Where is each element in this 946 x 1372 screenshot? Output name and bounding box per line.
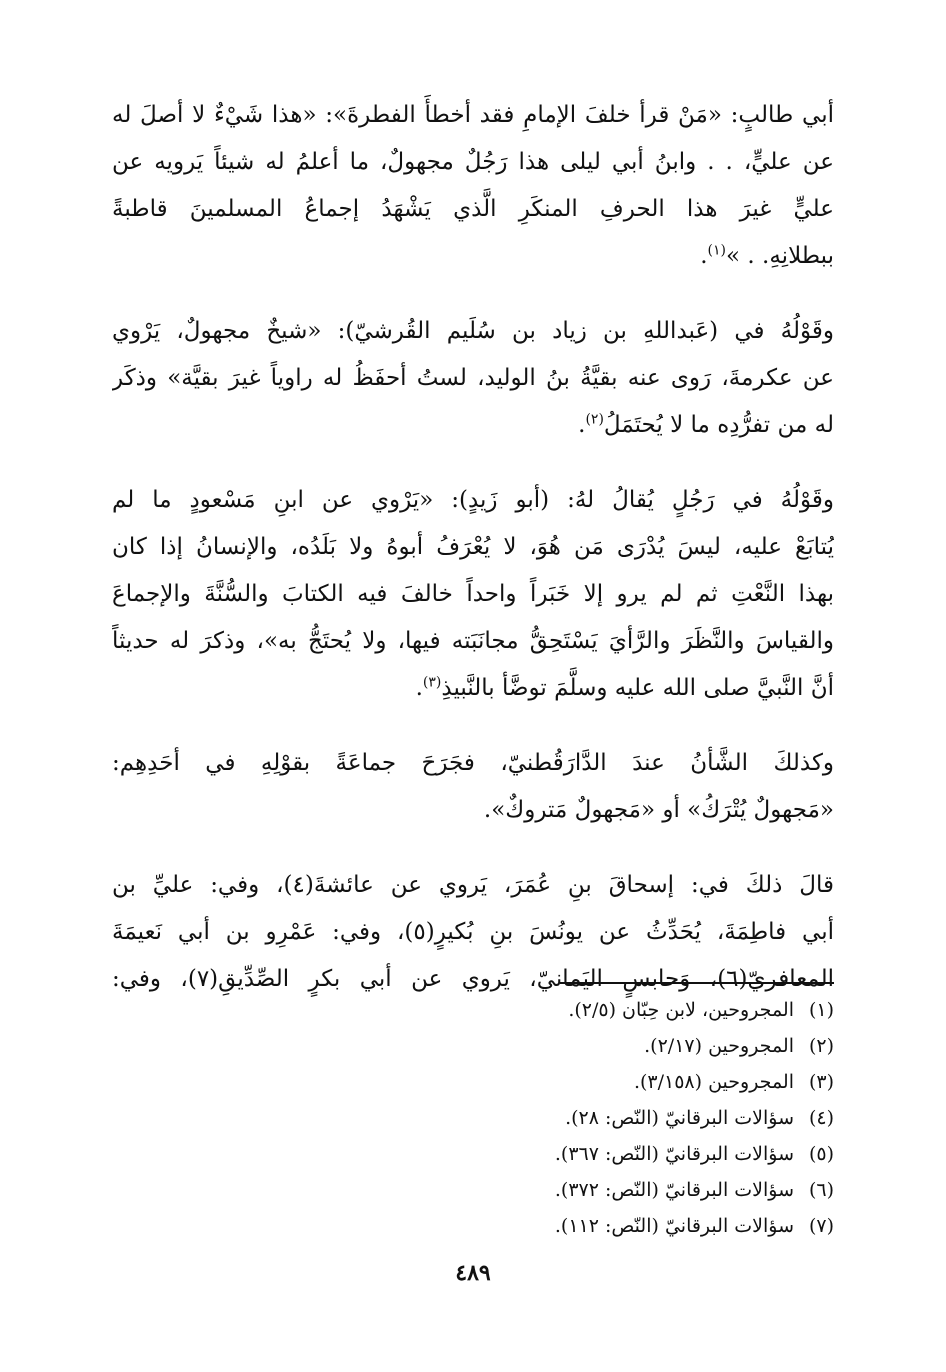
line-end-punct: . bbox=[578, 412, 586, 438]
text-line-last bbox=[112, 233, 834, 280]
text-line: عن عليٍّ، . . وابنُ أبي ليلى هذا رَجُلٌ مجهولٌ، ما أعلمُ له شيئاً يَرويه عن bbox=[112, 149, 834, 175]
footnote-number: (٧) bbox=[808, 1215, 834, 1237]
text-line: عن عكرمةَ، رَوى عنه بقيَّةُ بنُ الوليد، لستُ أحفَظُ له راوياً غيرَ بقيَّة» وذكَر bbox=[112, 365, 834, 391]
footnote-text: سؤالات البرقانيّ (النّص: ١١٢). bbox=[554, 1215, 794, 1237]
footnote-item bbox=[400, 992, 834, 1028]
footnote-number: (٣) bbox=[808, 1071, 834, 1093]
footnote-number: (١) bbox=[808, 999, 834, 1021]
line-end-punct: . bbox=[700, 243, 708, 269]
footnote-text: المجروحين (٢/١٧). bbox=[644, 1035, 794, 1057]
footnote-divider bbox=[560, 982, 834, 984]
footnote-ref: (٣) bbox=[422, 674, 442, 691]
footnotes bbox=[400, 992, 834, 1244]
text-line-last bbox=[112, 665, 834, 712]
footnote-text: سؤالات البرقانيّ (النّص: ٣٧٢). bbox=[554, 1179, 794, 1201]
footnote-number: (٢) bbox=[808, 1035, 834, 1057]
text-line-last: «مَجهولٌ يُتْرَكُ» أو «مَجهولٌ مَتروكٌ». bbox=[483, 797, 834, 823]
footnote-text: سؤالات البرقانيّ (النّص: ٣٦٧). bbox=[554, 1143, 794, 1165]
footnote-text: سؤالات البرقانيّ (النّص: ٢٨). bbox=[565, 1107, 794, 1129]
paragraph-2 bbox=[112, 308, 834, 449]
text-line-content: له من تفرُّدِه ما لا يُحتَمَلُ bbox=[603, 412, 834, 438]
text-line: وكذلكَ الشَّأنُ عندَ الدَّارَقُطنيّ، فجَرَحَ جماعَةً بقوْلِهِ في أحَدِهِم: bbox=[112, 750, 834, 776]
main-text bbox=[112, 92, 834, 1031]
paragraph-3 bbox=[112, 477, 834, 712]
text-line: وقَوْلُهُ في رَجُلٍ يُقالُ لهُ: (أبو زَيدٍ): «يَرْوي عن ابنِ مَسْعودٍ ما لم bbox=[112, 487, 834, 513]
text-line-last bbox=[112, 402, 834, 449]
page-number: ٤٨٩ bbox=[455, 1260, 491, 1286]
footnote-item bbox=[400, 1028, 834, 1064]
paragraph-1 bbox=[112, 92, 834, 280]
footnote-item bbox=[400, 1136, 834, 1172]
footnote-item bbox=[400, 1100, 834, 1136]
footnote-number: (٦) bbox=[808, 1179, 834, 1201]
footnote-ref: (١) bbox=[707, 242, 727, 259]
footnote-number: (٤) bbox=[808, 1107, 834, 1129]
text-line: أبي فاطِمَةَ، يُحَدِّثُ عن يونُسَ بنِ بُكيرٍ(٥)، وفي: عَمْرِو بن أبي نَعيمَةَ bbox=[112, 919, 834, 945]
text-line: المعافريّ(٦)، وَحابسٍ اليَمانيّ، يَروي عن أبي بكرٍ الصِّدِّيقِ(٧)، وفي: bbox=[112, 966, 834, 992]
text-line: يُتابَعْ عليه، ليسَ يُدْرَى مَن هُوَ، لا يُعْرَفُ أبوهُ ولا بَلَدُه، والإنسانُ إذا كان bbox=[112, 534, 834, 560]
text-line: بهذا النَّعْتِ ثم لم يرو إلا خَبَراً واحداً خالفَ فيه الكتابَ والسُّنَّةَ والإجماعَ bbox=[112, 581, 834, 607]
footnote-item bbox=[400, 1172, 834, 1208]
text-line: وقَوْلُهُ في (عَبداللهِ بن زياد بن سُلَيم القُرشيّ): «شيخٌ مجهولٌ، يَرْوي bbox=[112, 318, 834, 344]
footnote-item bbox=[400, 1208, 834, 1244]
footnote-number: (٥) bbox=[808, 1143, 834, 1165]
paragraph-4 bbox=[112, 740, 834, 834]
footnote-ref: (٢) bbox=[585, 411, 604, 428]
footnote-text: المجروحين، لابن حِبّان (٢/٥). bbox=[568, 999, 794, 1021]
footnote-text: المجروحين (٣/١٥٨). bbox=[633, 1071, 794, 1093]
footnote-item bbox=[400, 1064, 834, 1100]
line-end-punct: . bbox=[415, 675, 423, 701]
text-line: والقياسَ والنَّظَرَ والرَّأيَ يَسْتَحِقُّ مجانَبَته فيها، ولا يُحتَجُّ به»، وذكرَ له حديثاً bbox=[112, 628, 834, 654]
text-line: عليٍّ غيرَ هذا الحرفِ المنكَرِ الَّذي يَشْهَدُ إجماعُ المسلمينَ قاطبةً bbox=[112, 196, 834, 222]
text-line-content: أنَّ النَّبيَّ صلى الله عليه وسلَّمَ توضَّأ بالنَّبيذِ bbox=[441, 675, 834, 701]
text-line: قالَ ذلكَ في: إسحاقَ بنِ عُمَرَ، يَروي عن عائشةَ(٤)، وفي: عليِّ بن bbox=[112, 872, 834, 898]
text-line: أبي طالبٍ: «مَنْ قرأ خلفَ الإمامِ فقد أخطأَ الفطرةَ»: «هذا شَيْءٌ لا أصلَ له bbox=[112, 102, 834, 128]
text-line-content: ببطلانِهِ. . » bbox=[726, 243, 834, 269]
